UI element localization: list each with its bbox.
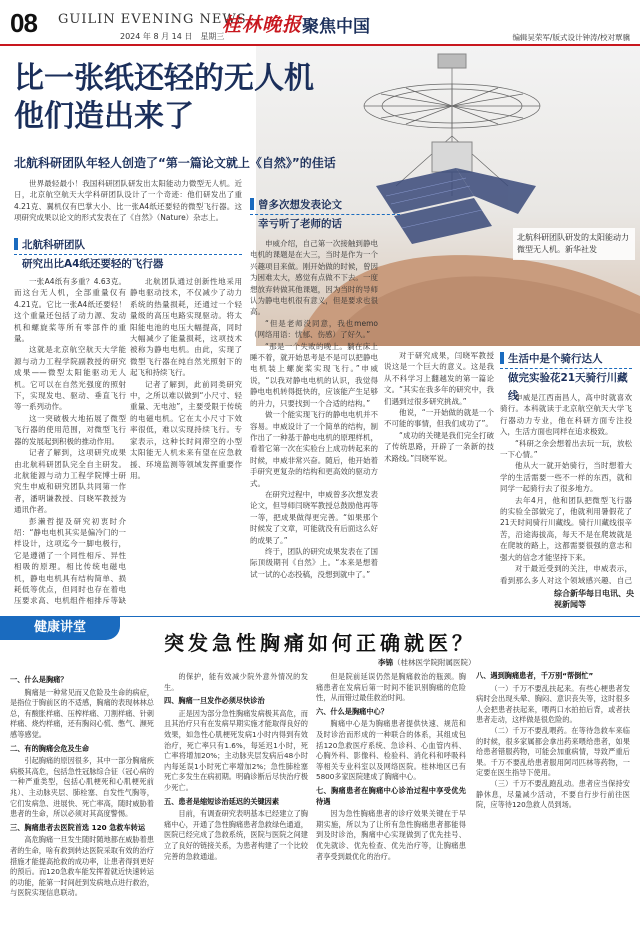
health-section-tag: 健康讲堂 [0,616,120,640]
subtitle-1-line-2: 研究出比A4纸还要轻的飞行器 [14,254,242,273]
health-heading: 七、胸痛患者在胸痛中心诊治过程中享受优先待遇 [316,785,466,806]
paragraph: 目前，有调查研究表明基本已经建立了胸痛中心，开通了急性胸痛患者急救绿色通道，医院已经完成了急救系统，医院与医院之间建立了良好的链接关系，为患者构建了一个比较完善的急救通道。 [164,809,308,861]
health-heading: 五、患者是缩短诊治延迟的关键因素 [164,796,280,806]
article-intro [14,178,242,224]
health-heading: 二、有的胸痛会危及生命 [10,743,90,753]
health-heading: 四、胸痛一旦发作必须尽快诊治 [164,696,265,706]
paragraph: 高危胸痛一旦发生随时随地都在威胁着患者的生命，啥有救到转达医院采取有效的治疗措施才能提高抢救的成功率，让患者得到更好的预后。而120急救车能发挥着就近快速转运的功能，能第一时间赶到发病地点进行救治，与医院实现信息联动。 [10,835,154,898]
headline-line-1: 比一张纸还轻的无人机 [14,61,314,96]
article-column-2 [130,276,242,608]
paragraph: 去年4月，他和团队把微型飞行器的实验全部做完了，他就利用暑假花了21天时间骑行川藏线。骑行川藏线很辛苦，沿途海拔高，每天不是在爬坡就是在爬坡的路上，这都需要很强的意志和强大的信念才能坚持下来。 [500,495,632,562]
health-author [378,657,476,668]
intro-paragraph: 世界最轻最小！我国科研团队研发出太阳能动力微型无人机。近日，北京航空航天大学科研团队设计了一个奇迹：他们研发出了重4.21克、翼机仅有巴掌大小、比一张A4纸还要轻的微型飞行器。这项研究成果以论文的形式发表在了《自然》（Nature）杂志上。 [14,179,242,223]
headline [14,60,374,136]
paragraph: 在研究过程中，申威曾多次想发表论文，但导师闫晓军教授总鼓励他再等一等，把成果做得更完善。“如果那个时候发了文章，可能就没有后面这么好的成果了。” [250,489,378,545]
paragraph: “但是老师没同意，我也memo（网络用语：忧郁、伤感）了好久。” [250,318,378,340]
editor-credits: 编辑吴荣军/版式设计钟涛/校对覃骥 [512,33,630,42]
paragraph: 这就是北京航空航天大学能源与动力工程学院副教授的研究成果——微型太阳能驱动无人机。它可以在自然光强度的照射下，实现发电、驱动、垂直飞行等一系列动作。 [14,345,126,412]
paragraph: 北航团队通过创新性地采用静电驱动技术，不仅减少了动力系统的热量损耗，还通过一个轻量级的高压电路实现驱动。将太阳能电池的电压大幅提高，同时大幅减少了能量损耗，这项技术被称为静电电机。由此，实现了微型飞行器在纯自然光照射下的起飞和持续飞行。 [130,277,242,378]
headline-line-2: 他们造出来了 [14,99,194,134]
health-column-3 [316,672,466,922]
health-column-2 [164,672,308,922]
paragraph: 对于研究成果，闫晓军教授说这是一个巨大的意义。这是我从不科学习上翻越发的第一篇论文。“其实在我多年的研究中，我们遇到过很多研究挑战。” [384,351,494,406]
subtitle-1-line-1: 北航科研团队 [22,239,85,251]
newspaper-logo: 桂林晚报 [222,14,303,36]
paragraph: 他从大一就开始骑行，当时想着大学的生活需要一些不一样的东西，就和同学一起骑行去了很多地方。 [500,461,632,494]
article-column-3 [250,238,378,608]
paragraph: 的保护，能有效减少院外意外情况的发生。 [164,672,308,692]
article-source: 综合新华每日电讯、央视新闻等 [554,589,634,609]
subtitle-2-line-1: 曾多次想发表论文 [258,199,342,211]
paragraph: 引起胸痛的原因很多，其中一部分胸痛疾病极其高危，包括急性冠脉综合征（冠心病的一种严重类型，包括心肌梗死和心肌梗死前兆）、主动脉夹层、肺栓塞、自发性气胸等，它们发病急、进展快、死亡率高，随时威胁着患者的生命，所以必须对其高度警惕。 [10,756,154,819]
health-heading: 一、什么是胸痛？ [10,675,68,684]
subtitle-3-line-1: 生活中是个骑行达人 [508,353,603,365]
article-column-5 [500,392,632,584]
paragraph: 胸痛是一种常见而又危险及生命的病症，是指位于胸前区的不适感，胸痛的表现林林总总，有酸胀样痛、压榨样痛、刀割样痛、针刺样痛、烧灼样痛，还有胸闷心慌、憋气、濒死感等感觉。 [10,687,154,739]
paragraph: 做一个能实现飞行的静电电机并不容易。申威设计了一个简单的结构，制作出了一种基于静电电机的原理样机，看着它第一次在实验台上成功转起来的时候，申威非常兴奋。随后，他开始着手研究更复杂的结构和更高效的驱动方式。 [250,410,378,488]
photo-caption: 北航科研团队研发的太阳能动力微型无人机。新华社发 [513,228,635,260]
paragraph: 一张A4纸有多重？4.63克。而这台无人机，全部重量仅有4.21克。它比一张A4纸还要轻！这个重量还包括了动力源、发动机和螺旋桨等所有零部件的重量。 [14,277,126,344]
issue-date: 2024 年 8 月 14 日 星期三 [120,32,225,41]
paragraph: 正是因为部分急性胸痛发病极其高危，而且其治疗只有在发病早期实施才能取得良好的效果，如急性心肌梗死发病1小时内得到有效治疗，死亡率只有1.6%，每延迟1小时，死亡率将增加20%；主动脉夹层发病后48小时内每延误1小时死亡率增加2%；急性肺栓塞死亡多发生在病初期。明确诊断后尽快治疗极少死亡。 [164,708,308,792]
paragraph: 记者了解到，这项研究成果由北航科研团队完全自主研发。北航能源与动力工程学院博士研究生申威和研究团队共同第一作者，潘明谦教授、闫晓军教授为通讯作者。 [14,448,126,515]
page-header [0,0,640,46]
health-heading: 三、胸痛患者去医院首选 120 急救车转运 [10,822,146,832]
article-column-1 [14,276,126,608]
author-affiliation: （桂林医学院附属医院） [393,658,476,667]
subtitle-marker [500,352,504,364]
health-column-1 [10,672,154,922]
paragraph: 因为急性胸痛患者的诊疗效果关键在于早期实施，所以为了让所有急性胸痛患者都能得到及时诊治，胸痛中心实现做到了优先挂号、优先就诊、优先检查、优先治疗等，让胸痛患者享受到最优化的治疗。 [316,809,466,861]
paragraph: （一）千万不要乱扶起来。有些心梗患者发病时会出现头晕、胸闷、意识丧失等，这时很多人会把患者扶起来，喂两口水拍拍后背，或者扶患者走动，这样做是很危险的。 [476,683,630,725]
article-column-4 [384,350,494,608]
paragraph: “成功的关键是我们完全打破了传统思路，开辟了一条新的技术路线。”闫晓军说。 [384,430,494,463]
paragraph: 彭濑哲提及研究初衷时介绍：“静电电机其实是偏冷门的一样设计，这项迄今一脚电极行，它是遵循了一个同性相斥、异性相吸的原理。相比传统电磁电机，静电电机具有结构简单、损耗低等优点，但同时也存在着电压要求高、电机组件相排斥等缺 [14,516,126,606]
subtitle-3-line-2: 做完实验花21天骑行川藏线 [500,368,632,405]
subtitle-marker [250,198,254,210]
subtitle-1 [14,236,242,273]
page-number: 08 [10,8,37,38]
paragraph: （三）千万不要乱跑乱动。患者应当保持安静休息，尽量减少活动，不要自行步行前往医院，应等待120急救人员到场。 [476,778,630,810]
health-article-title: 突发急性胸痛如何正确就医？ [164,631,476,655]
subheadline: 北航科研团队年轻人创造了“第一篇论文就上《自然》”的佳话 [14,156,336,170]
subtitle-2 [250,196,400,233]
health-column-4 [476,668,630,922]
subtitle-2-line-2: 幸亏听了老师的话 [250,214,400,233]
paragraph: 申威是江西南昌人，高中时就喜欢骑行。本科就读于北京航空航天大学飞行器动力专业，他在科研方面专注投入，生活方面也同样在追求极致。 [500,393,632,437]
subtitle-marker [14,238,18,250]
paragraph: 记者了解到，此前同类研究中，之所以难以做到“小尺寸、轻重量、无电池”，主要受限于传统的电磁电机。它在太小尺寸下效率很低，难以实现持续飞行。专家表示，这种长时间滞空的小型太阳能无人机未来有望在应急救援、环境监测等领域发挥重要作用。 [130,379,242,480]
health-heading: 八、遇到胸痛患者，千万别“帮倒忙” [476,671,594,680]
paragraph: 胸痛中心是为胸痛患者提供快速、规范和及时诊治而形成的一种联合的体系，其组成包括120急救医疗系统、急诊科、心血管内科、心胸外科、影像科、检验科、消化科和呼吸科等相关专业科室以及网络医院。桂林地区已有5800多家医院建成了胸痛中心。 [316,719,466,782]
paragraph: （二）千万不要乱喂药。在等待急救车来临的时候，很多家属都会拿出药来喂给患者，如果给患者错服药物，可能会加重病情，导致严重后果。千万不要乱给患者服用阿司匹林等药物，一定要在医生指导下使用。 [476,725,630,778]
paragraph: 终于，团队的研究成果发表在了国际顶级期刊《自然》上。“本来是想着试一试的心态投稿，没想到就中了。” [250,546,378,579]
paper-name-en: GUILIN EVENING NEWS [58,12,247,27]
health-heading: 六、什么是胸痛中心？ [316,706,388,716]
paragraph: 但是院前延误仍然是胸痛救治的瓶颈。胸痛患者在发病后第一时间不能识别胸痛的危险性，从而错过最佳救治时间。 [316,672,466,703]
paragraph: 他说，“一开始做的就是一个不可能的事情，但我们成功了”。 [384,408,494,429]
paragraph: 对于最近受到的关注，申威表示，看到那么多人对这个领域感兴趣，自己 [500,564,632,584]
paragraph: 申威介绍，自己第一次接触到静电电机的课题是在大三，当时是作为一个兴趣项目来做。刚开始做的时候，曾因为困难太大，感觉有点做不下去。一度想放弃转做其他课题，因为当时的导师认为静电电机很有意义，但是要求也很高。 [250,239,378,317]
paragraph: “科研之余会想着出去玩一玩，放松一下心情。” [500,438,632,460]
paragraph: 这一突破极大地拓展了微型飞行器的使用范围，对微型飞行器的发展起到积极的推动作用。 [14,413,126,446]
paragraph: “那是一个失败的晚上。躺在床上睡不着，就开始思考是不是可以把静电电机装上螺旋桨实现飞行。”申威说，“以我对静电电机的认识，我觉得静电电机转得挺快的，应该能产生足够的升力，只要找到一个合适的结构。” [250,341,378,408]
section-title: 聚焦中国 [302,17,370,37]
author-name: 李锦 [378,658,393,667]
